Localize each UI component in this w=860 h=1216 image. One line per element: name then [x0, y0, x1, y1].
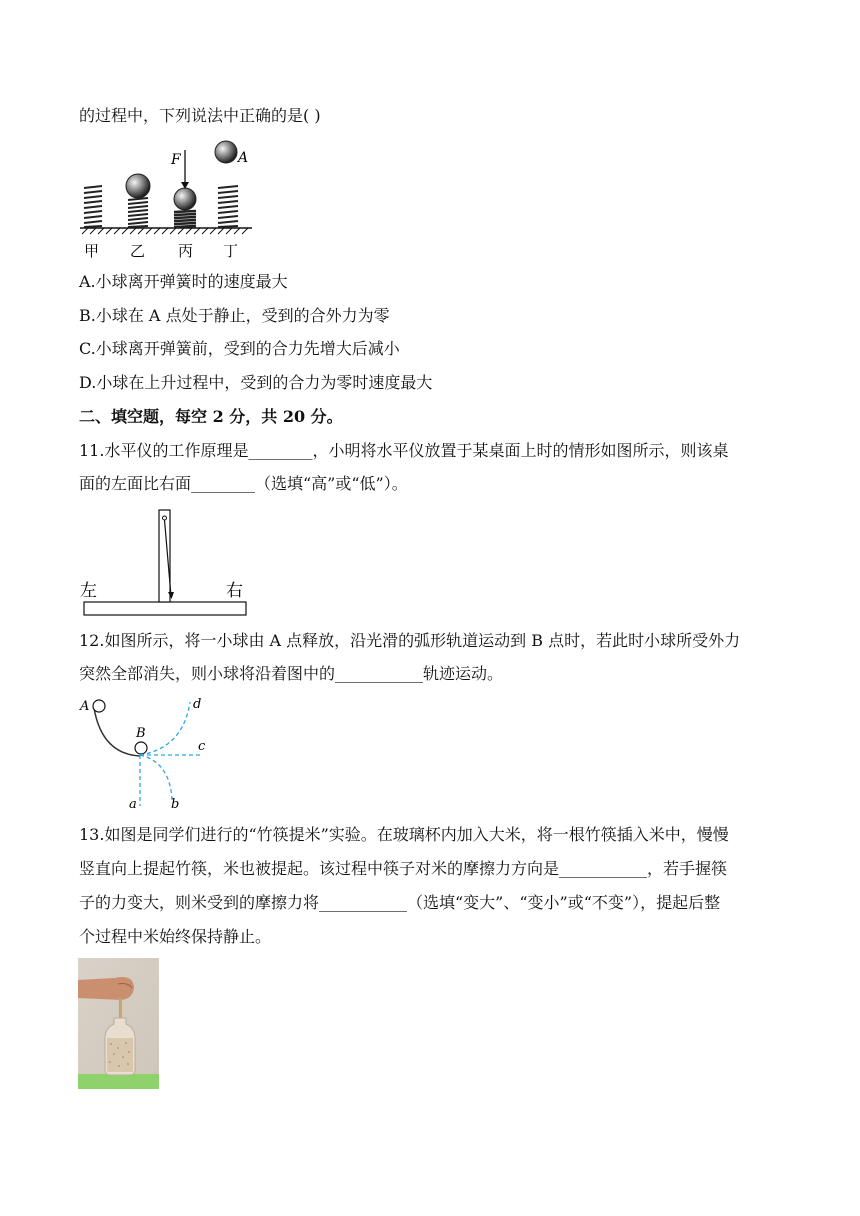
arc-track: [94, 708, 140, 756]
ball-at-b: [135, 742, 147, 754]
ball-a-label: A: [238, 150, 249, 166]
q10-option-c: C.小球离开弹簧前，受到的合力先增大后减小: [79, 339, 400, 358]
label-path-a: a: [129, 797, 137, 812]
stage-label-bing: 丙: [178, 242, 194, 260]
left-label: 左: [80, 581, 97, 601]
force-label: F: [171, 152, 181, 168]
spring-jia: [84, 186, 102, 227]
label-a-point: A: [80, 699, 90, 714]
spring-yi: [128, 198, 148, 227]
q13-line3: 子的力变大，则米受到的摩擦力将___________（选填“变大”、“变小”或“不变”），提起后整: [79, 893, 721, 912]
green-base: [78, 1074, 159, 1089]
q11-level-figure: [78, 506, 253, 618]
section2-heading: 二、填空题，每空 2 分，共 20 分。: [79, 407, 343, 426]
q12-track-figure: [78, 694, 213, 812]
q10-option-b: B.小球在 A 点处于静止，受到的合外力为零: [79, 306, 390, 325]
q11-line1: 11.水平仪的工作原理是________，小明将水平仪放置于某桌面上时的情形如图所示，则该桌: [79, 441, 729, 460]
label-b-point: B: [136, 726, 146, 741]
q12-line2: 突然全部消失，则小球将沿着图中的___________轨迹运动。: [79, 664, 504, 683]
ball-at-a: [93, 700, 105, 712]
label-path-c: c: [198, 739, 206, 754]
arm: [78, 977, 134, 1000]
label-path-d: d: [193, 697, 202, 712]
spring-bing: [174, 211, 196, 227]
q10-spring-figure: [78, 138, 258, 262]
q12-line1: 12.如图所示，将一小球由 A 点释放，沿光滑的弧形轨道运动到 B 点时，若此时小球所受外力: [79, 631, 741, 650]
ball-bing: [174, 188, 196, 210]
stage-label-jia: 甲: [84, 242, 100, 260]
q13-line4: 个过程中米始终保持静止。: [79, 927, 272, 946]
q10-option-a: A.小球离开弹簧时的速度最大: [79, 272, 288, 291]
ball-a: [215, 141, 237, 163]
label-path-b: b: [171, 797, 180, 812]
right-label: 右: [226, 581, 243, 601]
table-surface: [84, 602, 246, 615]
q10-stem-tail: 的过程中，下列说法中正确的是( ): [79, 106, 321, 125]
ball-yi: [126, 174, 150, 198]
stage-label-yi: 乙: [130, 242, 146, 260]
path-b: [140, 755, 172, 800]
spring-ding: [218, 186, 238, 227]
q13-line1: 13.如图是同学们进行的“竹筷提米”实验。在玻璃杯内加入大米，将一根竹筷插入米中，慢慢: [79, 825, 729, 844]
q13-photo: [78, 958, 159, 1089]
stage-label-ding: 丁: [223, 242, 239, 260]
q11-line2: 面的左面比右面________（选填“高”或“低”）。: [79, 474, 408, 493]
q10-option-d: D.小球在上升过程中，受到的合力为零时速度最大: [79, 373, 433, 392]
q13-line2: 竖直向上提起竹筷，米也被提起。该过程中筷子对米的摩擦力方向是___________，若手握筷: [79, 859, 728, 878]
